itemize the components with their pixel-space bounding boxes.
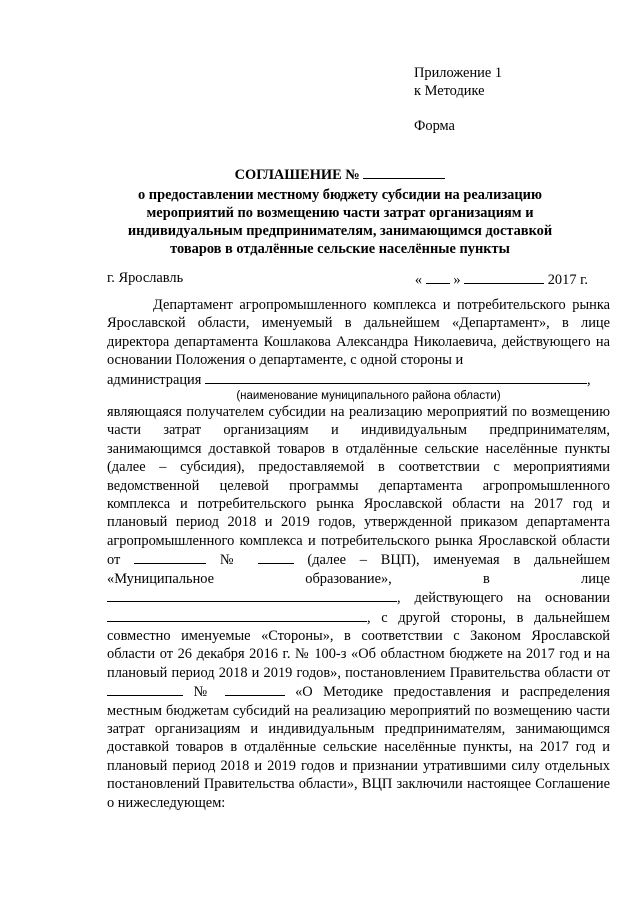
order-number-blank	[258, 550, 294, 564]
day-blank	[426, 270, 450, 284]
form-label: Форма	[414, 118, 455, 134]
title-line-3: индивидуальным предпринимателям, занимающимся доставкой	[127, 223, 553, 239]
city: г. Ярославль	[107, 270, 184, 286]
administration-line: администрация ,	[107, 371, 591, 388]
agreement-date: « » 2017 г.	[414, 272, 588, 288]
title-line-2: мероприятий по возмещению части затрат организациям и	[146, 205, 534, 221]
document-title	[100, 164, 580, 258]
agreement-number-blank	[363, 164, 445, 179]
agreement-body	[107, 296, 610, 812]
order-date-blank	[134, 550, 206, 564]
month-blank	[464, 270, 544, 284]
administration-name-blank	[205, 370, 587, 384]
representative-blank	[107, 588, 397, 602]
annex-line-2: к Методике	[414, 83, 485, 99]
administration-caption: (наименование муниципального района области)	[236, 390, 501, 403]
paragraph-main: являющаяся получателем субсидии на реализацию мероприятий по возмещению части затрат организациям и индивидуальным предпринимателям, занимающимся доставкой товаров в отдалённые сельские населённые пункты (далее – субсидия), предоставляемой в соответствии с мероприятиями ведомственной целевой программы департамента агропромышленного комплекса и потребительского рынка Ярославской области на 2017 год и плановый период 2018 и 2019 годов, утвержденной приказом департамента агропромышленного комплекса и потребительского рынка Ярославской области от № (далее – ВЦП), именуемая в дальнейшем «Муниципальное образование», в лице , действующего на основании , с другой стороны, в дальнейшем совместно именуемые «Стороны», в соответствии с Законом Ярославской области от 26 декабря 2016 г. № 100-з «Об областном бюджете на 2017 год и на плановый период 2018 и 2019 годов», постановлением Правительства области от № «О Методике предоставления и распределения местным бюджетам субсидий на реализацию мероприятий по возмещению части затрат организациям и индивидуальным предпринимателям, занимающимся доставкой товаров в отдалённые сельские населённые пункты, на 2017 год и плановый период 2018 и 2019 годов и признании утратившими силу отдельных постановлений Правительства области», ВЦП заключили настоящее Соглашение о нижеследующем:	[107, 404, 610, 811]
annex-line-1: Приложение 1	[414, 65, 503, 81]
basis-blank	[107, 608, 367, 622]
title-heading: СОГЛАШЕНИЕ №	[100, 164, 580, 184]
paragraph-parties: Департамент агропромышленного комплекса и потребительского рынка Ярославской области, именуемый в дальнейшем «Департамент», в лице директора департамента Кошлакова Александра Николаевича, действующего на основании Положения о департаменте, с одной стороны и	[107, 297, 610, 369]
title-line-1: о предоставлении местному бюджету субсидии на реализацию	[138, 187, 542, 203]
annex-reference	[414, 64, 502, 100]
resolution-number-blank	[225, 682, 285, 696]
title-line-4: товаров в отдалённые сельские населённые пункты	[170, 241, 510, 257]
resolution-date-blank	[107, 682, 183, 696]
